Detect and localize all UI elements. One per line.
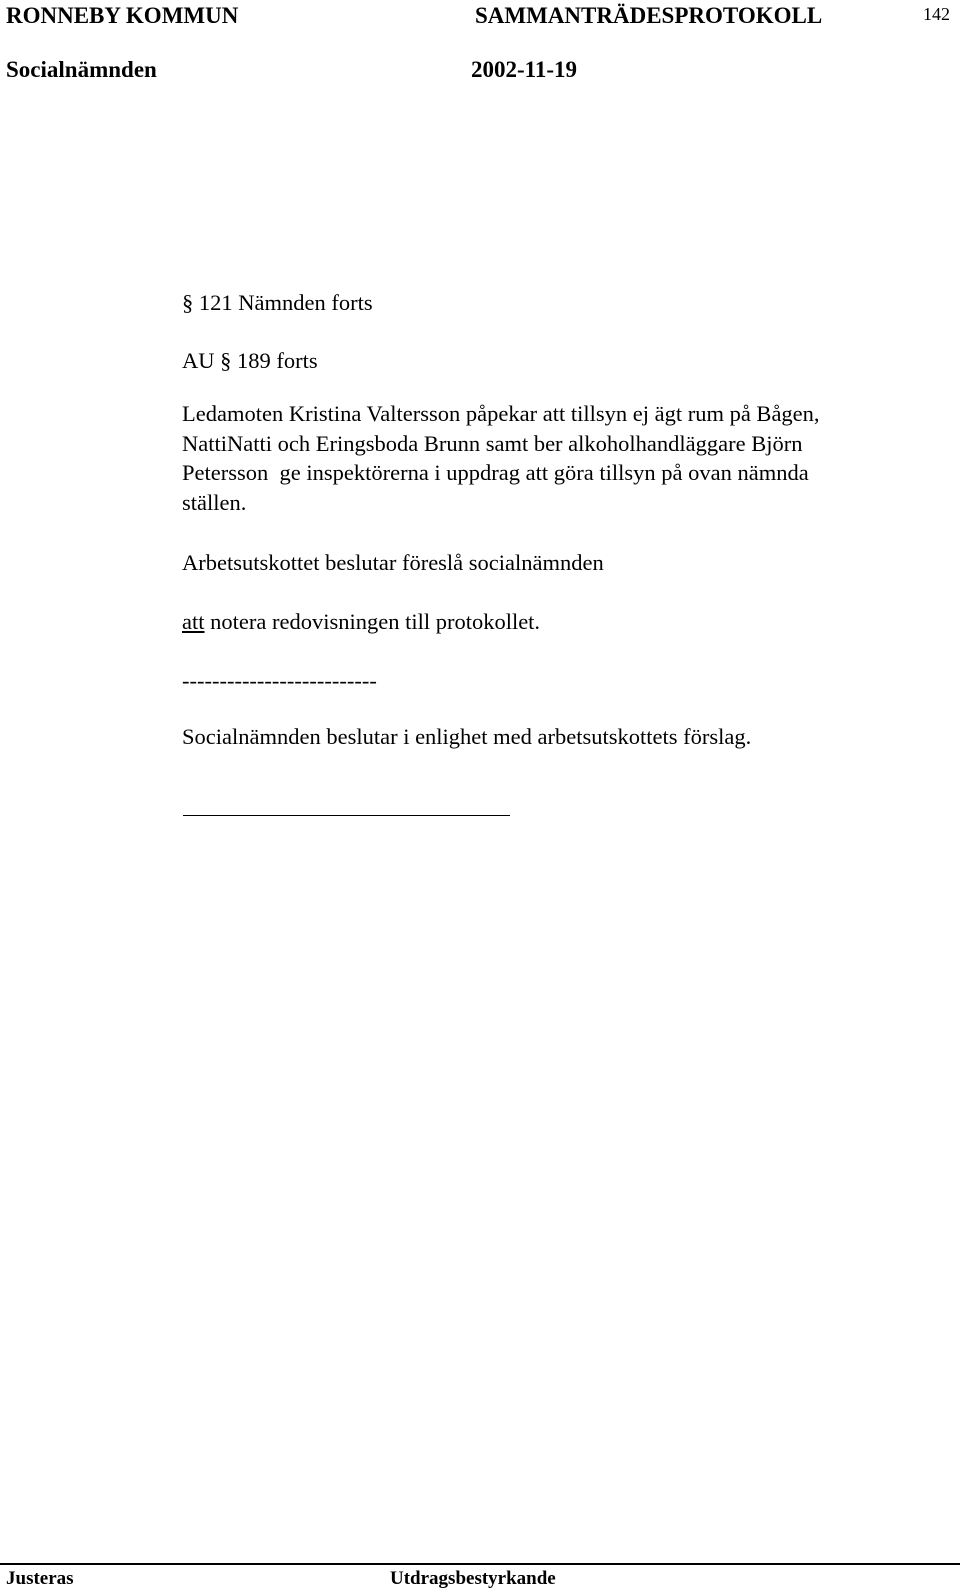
decision-line bbox=[182, 607, 540, 637]
section-heading: § 121 Nämnden forts bbox=[182, 290, 373, 315]
page-number: 142 bbox=[923, 4, 950, 24]
section-end-rule bbox=[183, 815, 510, 816]
paragraph-line: Ledamoten Kristina Valtersson påpekar att tillsyn ej ägt rum på Bågen, bbox=[182, 401, 820, 426]
municipality-name: RONNEBY KOMMUN bbox=[6, 3, 239, 28]
final-decision: Socialnämnden beslutar i enlighet med arbetsutskottets förslag. bbox=[182, 724, 752, 749]
document-type: SAMMANTRÄDESPROTOKOLL bbox=[475, 3, 823, 28]
minutes-paragraph bbox=[182, 399, 902, 517]
paragraph-line: ställen. bbox=[182, 489, 247, 515]
footer-rule bbox=[0, 1563, 960, 1565]
footer-justeras-label: Justeras bbox=[6, 1568, 74, 1589]
meeting-date: 2002-11-19 bbox=[471, 57, 578, 82]
proposal-line: Arbetsutskottet beslutar föreslå socialnämnden bbox=[182, 550, 604, 575]
committee-name: Socialnämnden bbox=[6, 57, 157, 82]
au-section-heading: AU § 189 forts bbox=[182, 348, 318, 373]
decision-text: notera redovisningen till protokollet. bbox=[204, 609, 541, 634]
paragraph-line: Petersson ge inspektörerna i uppdrag att göra tillsyn på ovan nämnda bbox=[182, 460, 809, 485]
paragraph-line: NattiNatti och Eringsboda Brunn samt ber alkoholhandläggare Björn bbox=[182, 430, 803, 456]
dash-separator: -------------------------- bbox=[182, 668, 377, 693]
footer-utdragsbestyrkande-label: Utdragsbestyrkande bbox=[390, 1568, 556, 1589]
decision-att-keyword: att bbox=[182, 609, 205, 634]
